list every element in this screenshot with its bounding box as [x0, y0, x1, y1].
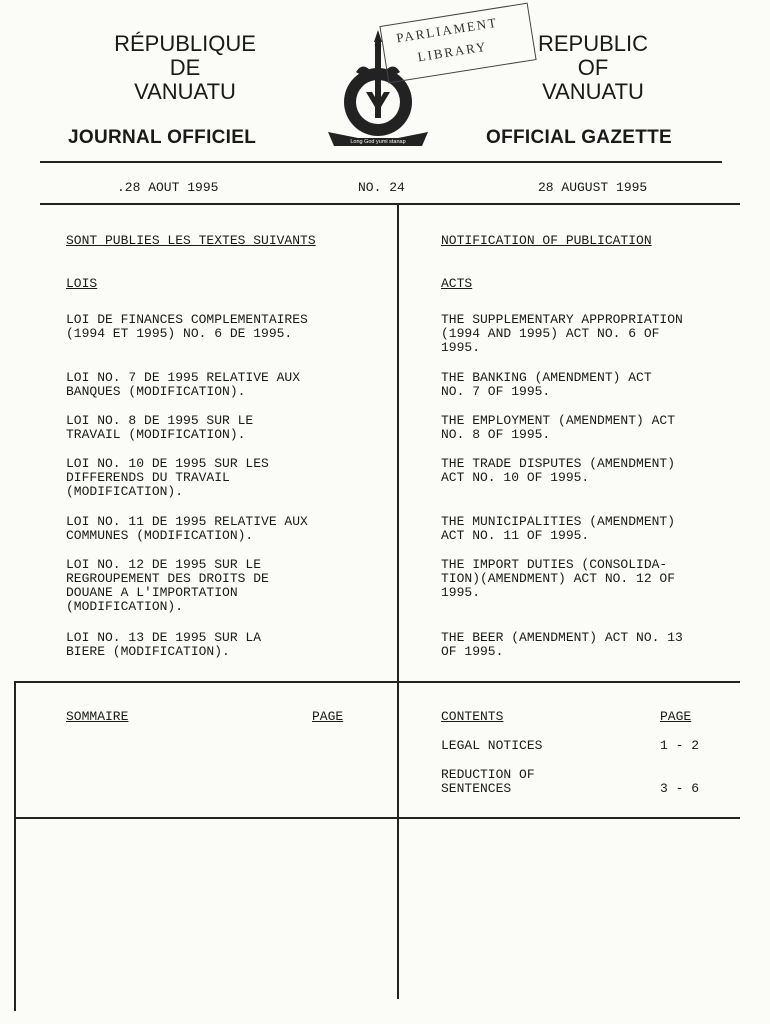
contents-rule-bottom	[14, 817, 740, 819]
stamp-line-2: LIBRARY	[416, 38, 489, 65]
fr-country-name	[90, 32, 280, 104]
fr-country-line-1: RÉPUBLIQUE	[114, 31, 256, 56]
fr-law-item: LOI NO. 7 DE 1995 RELATIVE AUX BANQUES (MODIFICATION).	[66, 370, 301, 399]
fr-publication-heading: SONT PUBLIES LES TEXTES SUIVANTS	[66, 233, 316, 248]
issue-number: NO. 24	[358, 180, 405, 195]
fr-contents-title: SOMMAIRE	[66, 709, 129, 724]
fr-law-item: LOI DE FINANCES COMPLEMENTAIRES (1994 ET 1995) NO. 6 DE 1995.	[66, 312, 308, 341]
en-act-item: THE EMPLOYMENT (AMENDMENT) ACT NO. 8 OF 1995.	[441, 413, 676, 442]
contents-row-label: REDUCTION OF SENTENCES	[441, 767, 535, 796]
contents-rule-top	[14, 681, 740, 683]
en-issue-date: 28 AUGUST 1995	[538, 180, 648, 195]
en-country-line-1: REPUBLIC	[537, 31, 649, 56]
fr-issue-date: .28 AOUT 1995	[117, 180, 219, 195]
stamp-line-1: PARLIAMENT	[395, 14, 499, 46]
fr-law-item: LOI NO. 10 DE 1995 SUR LES DIFFERENDS DU TRAVAIL (MODIFICATION).	[66, 456, 269, 499]
dateline-rule	[40, 203, 740, 205]
fr-journal-title: JOURNAL OFFICIEL	[68, 127, 257, 148]
fr-country-line-2: DE	[169, 55, 201, 80]
en-country-line-2: OF	[577, 55, 609, 80]
en-journal-title: OFFICIAL GAZETTE	[486, 127, 672, 148]
contents-row-page: 3 - 6	[660, 781, 700, 796]
en-act-item: THE BEER (AMENDMENT) ACT NO. 13 OF 1995.	[441, 630, 683, 659]
fr-contents-page-header: PAGE	[312, 709, 344, 724]
header-rule	[40, 161, 722, 163]
contents-row-page: 1 - 2	[660, 738, 700, 753]
fr-law-item: LOI NO. 12 DE 1995 SUR LE REGROUPEMENT DES DROITS DE DOUANE A L'IMPORTATION (MODIFICATION).	[66, 557, 269, 614]
en-act-item: THE BANKING (AMENDMENT) ACT NO. 7 OF 1995.	[441, 370, 652, 399]
fr-law-item: LOI NO. 11 DE 1995 RELATIVE AUX COMMUNES (MODIFICATION).	[66, 514, 308, 543]
en-act-item: THE TRADE DISPUTES (AMENDMENT) ACT NO. 10 OF 1995.	[441, 456, 676, 485]
en-act-item: THE IMPORT DUTIES (CONSOLIDA- TION)(AMENDMENT) ACT NO. 12 OF 1995.	[441, 557, 676, 600]
en-act-item: THE MUNICIPALITIES (AMENDMENT) ACT NO. 11 OF 1995.	[441, 514, 676, 543]
en-section-acts: ACTS	[441, 276, 473, 291]
en-act-item: THE SUPPLEMENTARY APPROPRIATION (1994 AND 1995) ACT NO. 6 OF 1995.	[441, 312, 683, 355]
en-country-line-3: VANUATU	[542, 79, 644, 104]
en-contents-page-header: PAGE	[660, 709, 692, 724]
contents-row-label: LEGAL NOTICES	[441, 738, 543, 753]
fr-law-item: LOI NO. 13 DE 1995 SUR LA BIERE (MODIFICATION).	[66, 630, 262, 659]
column-divider	[397, 203, 399, 999]
fr-section-lois: LOIS	[66, 276, 98, 291]
fr-law-item: LOI NO. 8 DE 1995 SUR LE TRAVAIL (MODIFICATION).	[66, 413, 254, 442]
en-contents-title: CONTENTS	[441, 709, 504, 724]
en-publication-heading: NOTIFICATION OF PUBLICATION	[441, 233, 652, 248]
fr-country-line-3: VANUATU	[134, 79, 236, 104]
left-margin-rule	[14, 681, 16, 1011]
emblem-motto: Long God yumi stanap	[350, 139, 406, 145]
